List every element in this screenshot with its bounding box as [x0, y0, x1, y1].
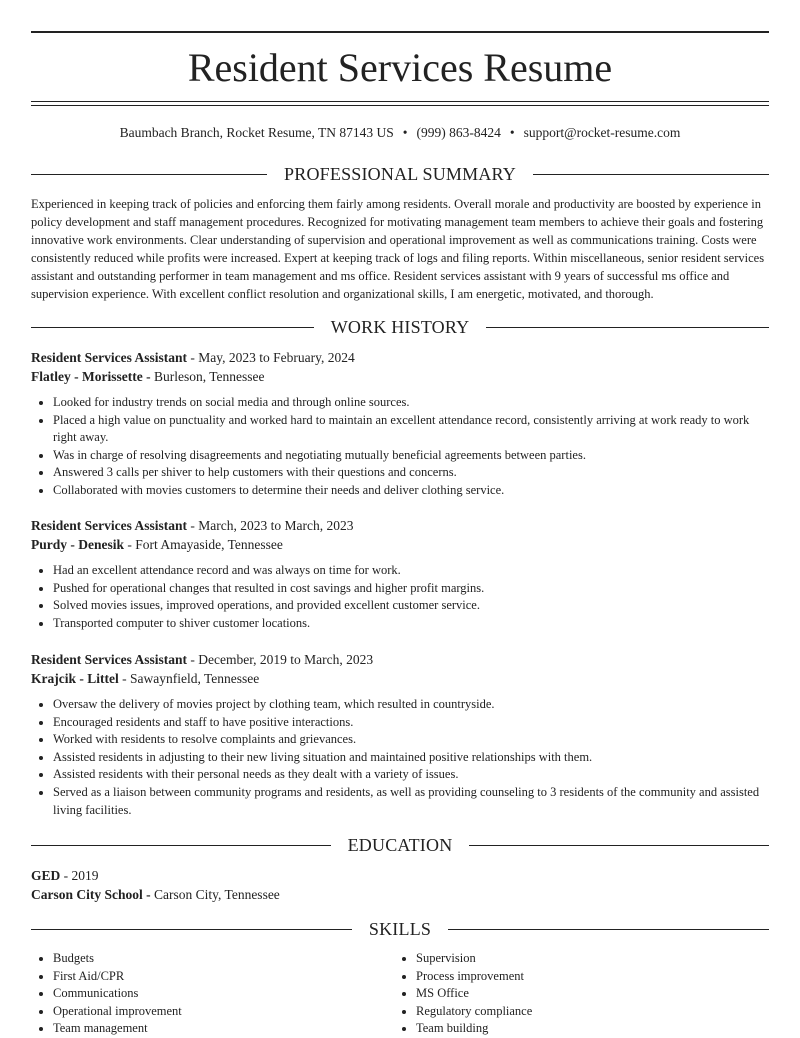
job-title: Resident Services Assistant — [31, 350, 187, 365]
job-bullets — [31, 394, 769, 500]
job-entry — [31, 650, 769, 819]
top-rule — [31, 31, 769, 33]
summary-text: Experienced in keeping track of policies and enforcing them fairly among residents. Overall morale and productivity are boosted by experience in policy development and staff management procedures. Recognized for motivating management team members to achieve their goals and fostering innovative work environments. Clear understanding of supervision and operational improvement as well as communications training. Costs were consistently reduced while profits were increased. Expert at keeping track of logs and filing reports. Within miscellaneous, senior resident services assistant and outstanding performer in team management and ms office. Resident services assistant with 9 years of successful ms office and supervision experience. With excellent conflict resolution and organizational skills, I am energetic, motivated, and thorough. — [31, 197, 765, 301]
contact-line — [31, 124, 769, 142]
title-underline-bottom — [31, 105, 769, 106]
education-degree-line — [31, 866, 769, 885]
contact-email: support@rocket-resume.com — [523, 125, 681, 140]
job-bullet: • Served as a liaison between community programs and residents, as well as providing counseling to 3 residents of the community and assisted living facilities. — [53, 784, 769, 819]
job-company-line — [31, 669, 769, 688]
section-label: EDUCATION — [347, 835, 453, 855]
job-bullet: • Placed a high value on punctuality and worked hard to maintain an excellent attendance record, consistently arriving at work ready to work right away. — [53, 412, 769, 447]
job-dates: - March, 2023 to March, 2023 — [190, 518, 354, 533]
section-heading-education — [31, 834, 769, 856]
section-label: SKILLS — [368, 919, 432, 939]
job-bullet: • Encouraged residents and staff to have positive interactions. — [53, 714, 769, 732]
job-company-line — [31, 367, 769, 386]
education-school-line — [31, 885, 769, 904]
job-title-line — [31, 516, 769, 535]
job-title-line — [31, 348, 769, 367]
section-rule — [31, 327, 314, 328]
job-bullet: • Collaborated with movies customers to determine their needs and deliver clothing service. — [53, 482, 769, 500]
section-heading-work-history — [31, 316, 769, 338]
job-location: - Fort Amayaside, Tennessee — [127, 537, 283, 552]
skill-item: • Communications — [53, 985, 394, 1003]
resume-title: Resident Services Resume — [187, 45, 613, 90]
education-location: Carson City, Tennessee — [154, 887, 280, 902]
job-bullet: • Pushed for operational changes that resulted in cost savings and higher profit margins. — [53, 580, 769, 598]
contact-phone: (999) 863-8424 — [416, 125, 501, 140]
job-bullet: • Assisted residents with their personal needs as they dealt with a variety of issues. — [53, 766, 769, 784]
contact-separator: • — [509, 125, 515, 140]
skill-item: • MS Office — [416, 985, 757, 1003]
job-title: Resident Services Assistant — [31, 652, 187, 667]
contact-separator: • — [402, 125, 408, 140]
job-bullet: • Solved movies issues, improved operations, and provided excellent customer service. — [53, 597, 769, 615]
skills-column-right — [394, 950, 757, 1038]
skill-item: • Team building — [416, 1020, 757, 1038]
job-bullet: • Oversaw the delivery of movies project by clothing team, which resulted in countryside. — [53, 696, 769, 714]
job-company: Flatley - Morissette - — [31, 369, 151, 384]
skill-item: • Regulatory compliance — [416, 1003, 757, 1021]
job-company-line — [31, 535, 769, 554]
title-underline-top — [31, 101, 769, 102]
job-dates: - May, 2023 to February, 2024 — [190, 350, 355, 365]
job-company: Purdy - Denesik — [31, 537, 125, 552]
job-location: - Sawaynfield, Tennessee — [122, 671, 260, 686]
job-location: Burleson, Tennessee — [153, 369, 265, 384]
job-bullets — [31, 562, 769, 632]
section-rule — [469, 845, 769, 846]
job-title-line — [31, 650, 769, 669]
section-heading-skills — [31, 918, 769, 940]
section-label: WORK HISTORY — [330, 317, 470, 337]
section-heading-summary — [31, 163, 769, 185]
skill-item: • First Aid/CPR — [53, 968, 394, 986]
education-school: Carson City School - — [31, 887, 151, 902]
job-bullet: • Had an excellent attendance record and was always on time for work. — [53, 562, 769, 580]
education-degree: GED — [31, 868, 61, 883]
skill-item: • Process improvement — [416, 968, 757, 986]
job-bullet: • Assisted residents in adjusting to their new living situation and maintained positive relationships with them. — [53, 749, 769, 767]
section-rule — [533, 174, 769, 175]
section-rule — [31, 174, 267, 175]
job-entry — [31, 516, 769, 632]
job-bullet: • Was in charge of resolving disagreements and negotiating mutually beneficial agreements between parties. — [53, 447, 769, 465]
section-rule — [486, 327, 769, 328]
skills-column-left — [31, 950, 394, 1038]
skill-item: • Operational improvement — [53, 1003, 394, 1021]
contact-address: Baumbach Branch, Rocket Resume, TN 87143 US — [119, 125, 394, 140]
job-bullet: • Worked with residents to resolve complaints and grievances. — [53, 731, 769, 749]
job-company: Krajcik - Littel — [31, 671, 119, 686]
job-bullet: • Looked for industry trends on social media and through online sources. — [53, 394, 769, 412]
job-bullets — [31, 696, 769, 819]
job-title: Resident Services Assistant — [31, 518, 187, 533]
education-year: - 2019 — [63, 868, 99, 883]
job-bullet: • Transported computer to shiver customer locations. — [53, 615, 769, 633]
section-rule — [31, 845, 331, 846]
skills-list — [31, 950, 769, 1038]
skill-item: • Budgets — [53, 950, 394, 968]
section-rule — [448, 929, 769, 930]
job-bullet: • Answered 3 calls per shiver to help customers with their questions and concerns. — [53, 464, 769, 482]
job-dates: - December, 2019 to March, 2023 — [190, 652, 374, 667]
job-entry — [31, 348, 769, 500]
section-rule — [31, 929, 352, 930]
skill-item: • Team management — [53, 1020, 394, 1038]
education-entry — [31, 866, 769, 904]
skill-item: • Supervision — [416, 950, 757, 968]
section-label: PROFESSIONAL SUMMARY — [284, 164, 516, 184]
